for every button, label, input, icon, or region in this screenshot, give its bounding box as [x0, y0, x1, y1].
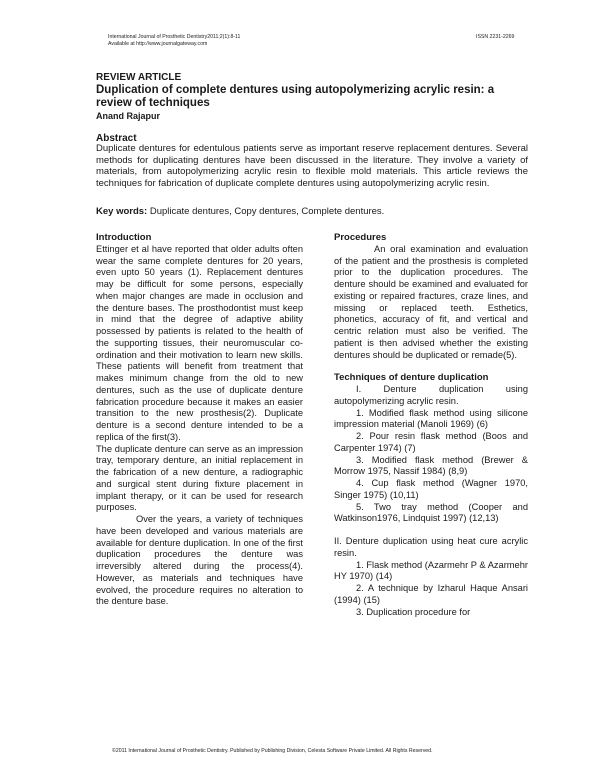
procedures-paragraph: An oral examination and evaluation of the patient and the prosthesis is completed prior to the duplication procedures. The denture should be examined and evaluated for existing or repaired fractures, craze lines, and missing or replaced teeth. Esthetics, phonetics, accuracy of fit, and vertical and centric relation must also be verified. The patient is then advised whether the existing dentures should be duplicated or remade(5).	[334, 243, 528, 360]
introduction-paragraph-1: Ettinger et al have reported that older adults often wear the same complete dentures for 20 years, even upto 50 years (1). Replacement dentures may be difficult for some persons, especially when major changes are made in occlusion and the denture bases. The prosthodontist must keep in mind that the degree of adaptive ability possessed by patients is related to the health of the supporting tissues, their neuromuscular co-ordination and their motivation to learn new skills. These patients will benefit from treatment that makes minimum change from the old to new dentures, such as the use of duplicate denture fabrication procedure because it makes an easier transition to the new prosthesis(2). Duplicate denture is a second denture intended to be a replica of the first(3).	[96, 243, 303, 442]
article-type: REVIEW ARTICLE	[96, 72, 182, 83]
list-item: 3. Modified flask method (Brewer & Morrow 1975, Nassif 1984) (8,9)	[334, 454, 528, 477]
technique-group-1-title: I. Denture duplication using autopolymerizing acrylic resin.	[334, 384, 528, 406]
issn: ISSN 2231-2269	[476, 34, 515, 40]
left-column	[96, 232, 303, 608]
introduction-heading: Introduction	[96, 232, 152, 243]
copyright-footer: ©2011 International Journal of Prosthetic Dentistry. Published by Publishing Division, Celesta Software Private Limited. All Rights Reserved.	[112, 748, 433, 754]
introduction-paragraph-2: The duplicate denture can serve as an impression tray, temporary denture, an initial replacement in the fabrication of a new denture, a radiographic and surgical stent during fixture placement in implant therapy, or it can be used for research purposes.	[96, 443, 303, 513]
journal-availability[interactable]: Available at http://www.journalgateway.com	[108, 40, 208, 47]
right-column	[334, 232, 528, 618]
technique-group-2-title: II. Denture duplication using heat cure acrylic resin.	[334, 536, 528, 558]
list-item: 1. Flask method (Azarmehr P & Azarmehr HY 1970) (14)	[334, 559, 528, 582]
keywords	[96, 206, 528, 218]
list-item: 1. Modified flask method using silicone impression material (Manoli 1969) (6)	[334, 407, 528, 430]
procedures-heading: Procedures	[334, 232, 387, 243]
list-item: 2. A technique by Izharul Haque Ansari (1994) (15)	[334, 583, 528, 605]
author-name: Anand Rajapur	[96, 111, 161, 121]
introduction-paragraph-3: Over the years, a variety of techniques have been developed and various materials are available for denture duplication. In one of the first duplication procedures the denture was irreversibly altered during the process(4). However, as materials and techniques have evolved, the procedure requires no alteration to the denture base.	[96, 514, 303, 607]
list-item: 4. Cup flask method (Wagner 1970, Singer 1975) (10,11)	[334, 478, 528, 500]
keywords-list: Duplicate dentures, Copy dentures, Complete dentures.	[147, 206, 385, 217]
list-item: 5. Two tray method (Cooper and Watkinson1976, Lindquist 1997) (12,13)	[334, 501, 528, 524]
list-item: 2. Pour resin flask method (Boos and Carpenter 1974) (7)	[334, 431, 528, 453]
keywords-label: Key words:	[96, 206, 148, 217]
abstract-text: Duplicate dentures for edentulous patients serve as important reserve replacement dentures. Several methods for duplicating dentures have been discussed in the literature. They involve a variety of materials, from autopolymerizing acrylic resin to flexible mold materials. This article reviews the techniques for fabrication of duplicate complete dentures using autopolymerizing acrylic resin.	[96, 143, 528, 190]
list-item: 3. Duplication procedure for	[356, 606, 471, 617]
journal-header	[108, 34, 438, 47]
article-title: Duplication of complete dentures using autopolymerizing acrylic resin: a review of techniques	[96, 84, 495, 109]
journal-citation: International Journal of Prosthetic Dentistry2011;2(1):8-11	[108, 34, 241, 40]
techniques-heading: Techniques of denture duplication	[334, 372, 489, 384]
abstract-heading: Abstract	[96, 133, 137, 144]
